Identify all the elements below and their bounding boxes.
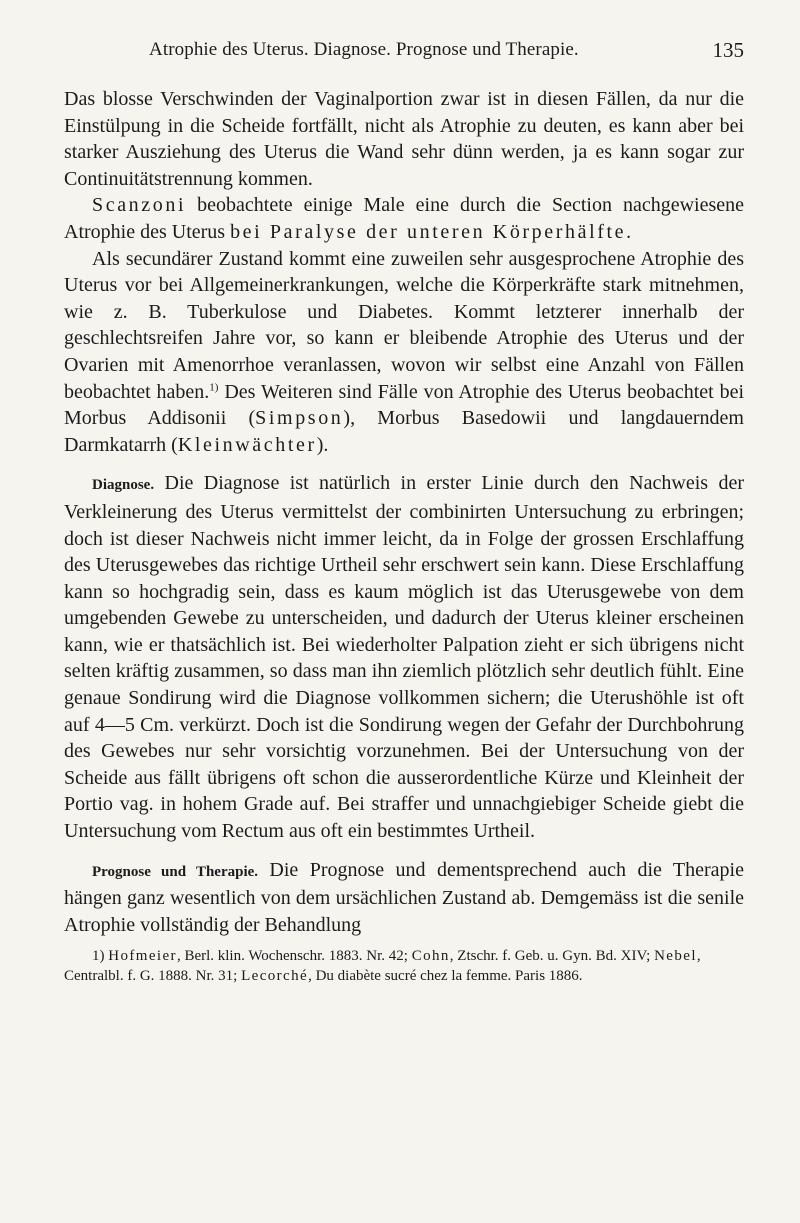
footnote-author-cohn: Cohn (411, 948, 450, 965)
paragraph-3-text-b: Des Weiteren sind Fälle von Atrophie des Uterus beobachtet bei Morbus Addisonii ( (64, 380, 745, 430)
running-header (64, 38, 744, 62)
section-heading-diagnose: Diagnose. (92, 477, 155, 494)
paragraph-1-text: Das blosse Verschwinden der Vaginalportion zwar ist in diesen Fällen, da nur die Einstülpung in die Scheide fortfällt, nicht als Atrophie zu deuten, es kann aber bei starker Ausziehung des Uterus die Wand sehr dünn werden, ja es kann sogar zur Continuitätstrennung kommen. (64, 88, 744, 190)
section-diagnose-text: Die Diagnose ist natürlich in erster Linie durch den Nachweis der Verkleinerung des Uterus vermittelst der combinirten Untersuchung zu erbringen; doch ist dieser Nachweis nicht immer leicht, da in Folge der grossen Erschlaffung des Uterusgewebes das richtige Urtheil sehr erschwert sein kann. Diese Erschlaffung kann so hochgradig sein, dass es kaum möglich ist das Uterusgewebe von dem umgebenden Gewebe zu unterscheiden, und dadurch der Uterus kleiner erscheinen kann, wie er thatsächlich ist. Bei wiederholter Palpation zieht er sich übrigens nicht selten kräftig zusammen, so dass man ihn ziemlich plötzlich sehr deutlich fühlt. Eine genaue Sondirung wird die Diagnose vollkommen sichern; die Uterushöhle ist oft auf 4—5 Cm. verkürzt. Doch ist die Sondirung wegen der Gefahr der Durchbohrung des Gewebes nur sehr vorsichtig vorzunehmen. Bei der Untersuchung von der Scheide aus fällt übrigens oft schon die ausserordentliche Kürze und Kleinheit der Portio vag. in hohem Grade auf. Bei straffer und unnachgiebiger Scheide giebt die Untersuchung vom Rectum aus oft ein bestimmtes Urtheil. (64, 472, 744, 843)
author-kleinwaechter: Kleinwächter (177, 433, 317, 456)
paragraph-1 (64, 86, 744, 192)
footnote-author-nebel: Nebel (654, 948, 697, 965)
footnote-ref-3: , Centralbl. f. G. 1888. Nr. 31; (64, 948, 701, 985)
paragraph-2-emphasis: bei Paralyse der unteren Körperhälfte. (230, 220, 634, 243)
footnote-ref-2: , Ztschr. f. Geb. u. Gyn. Bd. XIV; (449, 948, 655, 965)
section-heading-prognose: Prognose und Therapie. (92, 863, 259, 880)
author-scanzoni: Scanzoni (92, 194, 187, 217)
paragraph-3-text-c: ), Morbus Basedowii und langdauerndem Darmkatarrh ( (64, 407, 744, 456)
paragraph-3 (64, 246, 744, 459)
paragraph-2 (64, 192, 744, 245)
section-prognose (64, 857, 744, 939)
paragraph-3-text-a: Als secundärer Zustand kommt eine zuweilen sehr ausgesprochene Atrophie des Uterus vor bei Allgemeinerkrankungen, welche die Körperkräfte stark mitnehmen, wie z. B. Tuberkulose und Diabetes. Kommt letzterer innerhalb der geschlechtsreifen Jahre vor, so kann er bleibende Atrophie des Uterus und der Ovarien mit Amenorrhoe veranlassen, wovon wir selbst eine Anzahl von Fällen beobachtet haben. (64, 247, 744, 403)
footnote-ref: 1) (209, 380, 219, 393)
body-text (64, 86, 744, 986)
paragraph-3-text-d: ). (316, 433, 329, 456)
footnote (64, 946, 744, 986)
footnote-marker: 1) (92, 948, 105, 965)
paragraph-2-text: beobachtete einige Male eine durch die Section nachgewiesene Atrophie des Uterus (64, 194, 744, 243)
footnote-author-hofmeier: Hofmeier (108, 948, 177, 965)
footnote-ref-4: , Du diabète sucré chez la femme. Paris 1886. (308, 968, 583, 985)
page-number: 135 (712, 38, 744, 62)
section-diagnose (64, 470, 744, 844)
author-simpson: Simpson (255, 407, 344, 430)
header-title: Atrophie des Uterus. Diagnose. Prognose und Therapie. (149, 39, 579, 60)
section-prognose-text: Die Prognose und dementsprechend auch die Therapie hängen ganz wesentlich von dem ursächlichen Zustand ab. Demgemäss ist die senile Atrophie vollständig der Behandlung (64, 858, 744, 936)
footnote-ref-1: , Berl. klin. Wochenschr. 1883. Nr. 42; (176, 948, 412, 965)
footnote-author-lecorche: Lecorché (241, 968, 309, 985)
footnote-text (64, 946, 744, 986)
